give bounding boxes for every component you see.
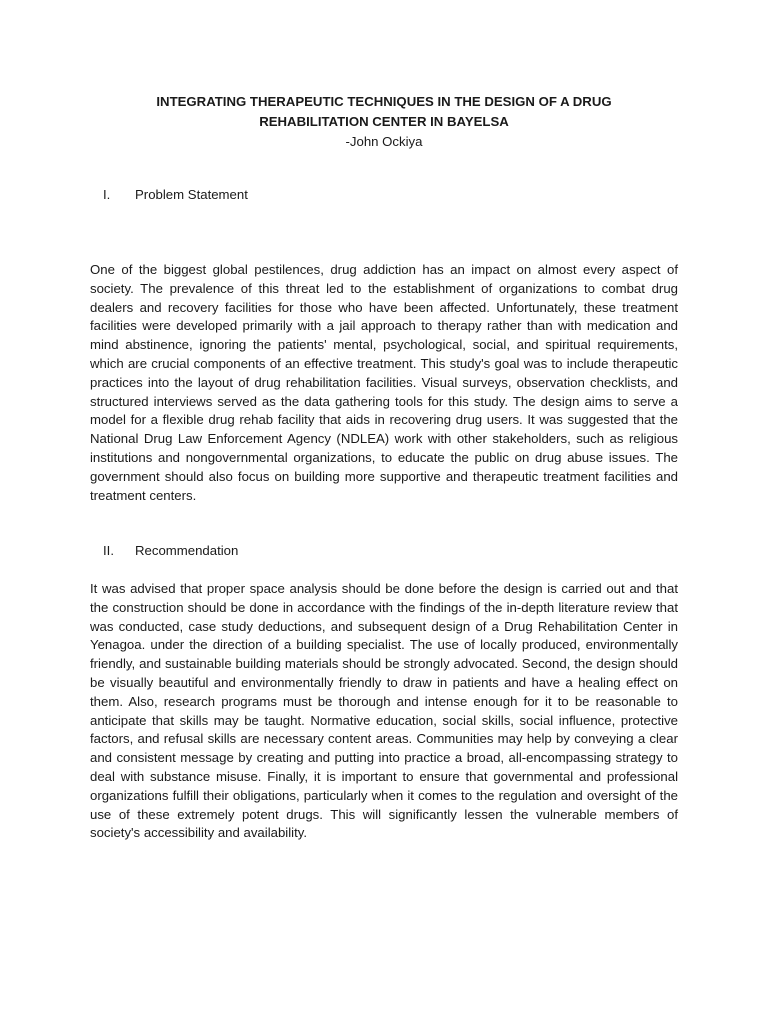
problem-statement-paragraph: One of the biggest global pestilences, drug addiction has an impact on almost every aspect of society. The prevalence of this threat led to the establishment of organizations to combat drug dealers and recovery facilities for those who have been affected. Unfortunately, these treatment facilities were developed primarily with a jail approach to therapy rather than with medication and mind abstinence, ignoring the patients' mental, psychological, social, and spiritual requirements, which are crucial components of an effective treatment. This study's goal was to include therapeutic practices into the layout of drug rehabilitation facilities. Visual surveys, observation checklists, and structured interviews served as the data gathering tools for this study. The design aims to serve a model for a flexible drug rehab facility that aids in recovering drug users. It was suggested that the National Drug Law Enforcement Agency (NDLEA) work with other stakeholders, such as religious institutions and nongovernmental organizations, to educate the public on drug abuse issues. The government should also focus on building more supportive and therapeutic treatment facilities and treatment centers. — [90, 262, 678, 503]
section-number: I. — [103, 187, 111, 202]
section-heading-recommendation — [103, 542, 238, 560]
section-number: II. — [103, 543, 114, 558]
document-title-line-2: REHABILITATION CENTER IN BAYELSA — [259, 114, 509, 129]
section-title: Problem Statement — [135, 187, 248, 202]
document-author: -John Ockiya — [345, 134, 423, 149]
document-title-line-1: INTEGRATING THERAPEUTIC TECHNIQUES IN THE DESIGN OF A DRUG — [156, 94, 612, 109]
section-heading-problem-statement — [103, 186, 248, 204]
section-title: Recommendation — [135, 543, 239, 558]
document-title-block — [90, 92, 678, 152]
recommendation-paragraph: It was advised that proper space analysis should be done before the design is carried out and that the construction should be done in accordance with the findings of the in-depth literature review that was conducted, case study deductions, and subsequent design of a Drug Rehabilitation Center in Yenagoa. under the direction of a building specialist. The use of locally produced, environmentally friendly, and sustainable building materials should be strongly advocated. Second, the design should be visually beautiful and environmentally friendly to draw in patients and have a healing effect on them. Also, research programs must be thorough and intense enough for it to be reasonable to anticipate that skills may be taught. Normative education, social skills, social influence, protective factors, and refusal skills are necessary content areas. Communities may help by conveying a clear and consistent message by creating and putting into practice a broad, all-encompassing strategy to deal with substance misuse. Finally, it is important to ensure that governmental and professional organizations fulfill their obligations, particularly when it comes to the regulation and oversight of the use of these extremely potent drugs. This will significantly lessen the vulnerable members of society's accessibility and availability. — [90, 581, 678, 841]
